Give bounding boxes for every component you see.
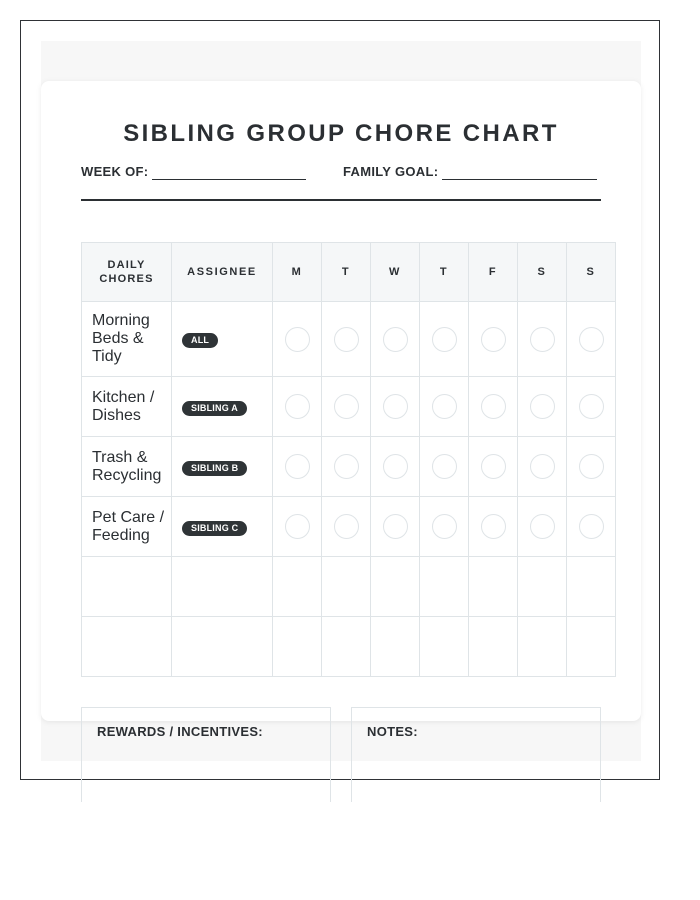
table-header-row — [82, 243, 616, 302]
checkbox-circle[interactable] — [285, 394, 310, 419]
blank-row — [82, 557, 616, 617]
family-goal-label: FAMILY GOAL: — [343, 164, 439, 179]
week-of-label: WEEK OF: — [81, 164, 149, 179]
checkbox-circle[interactable] — [334, 514, 359, 539]
day-header-tue: T — [322, 243, 371, 302]
rewards-label: REWARDS / INCENTIVES: — [97, 724, 263, 739]
checkbox-circle[interactable] — [530, 394, 555, 419]
assignee-header: ASSIGNEE — [172, 243, 273, 302]
assignee-badge: ALL — [182, 333, 218, 348]
day-header-fri: F — [469, 243, 518, 302]
assignee-badge: SIBLING C — [182, 521, 247, 536]
table-row — [82, 302, 616, 377]
page-title: SIBLING GROUP CHORE CHART — [123, 120, 559, 147]
chore-name: Morning Beds & Tidy — [82, 302, 172, 377]
chore-table — [81, 242, 616, 677]
checkbox-circle[interactable] — [579, 327, 604, 352]
checkbox-circle[interactable] — [481, 514, 506, 539]
checkbox-circle[interactable] — [383, 454, 408, 479]
checkbox-circle[interactable] — [383, 394, 408, 419]
chore-name: Trash & Recycling — [82, 437, 172, 497]
chore-name: Kitchen / Dishes — [82, 377, 172, 437]
table-row — [82, 377, 616, 437]
table-row — [82, 497, 616, 557]
checkbox-circle[interactable] — [285, 514, 310, 539]
family-goal-line — [442, 165, 597, 180]
checkbox-circle[interactable] — [285, 454, 310, 479]
checkbox-circle[interactable] — [432, 454, 457, 479]
blank-row — [82, 617, 616, 677]
checkbox-circle[interactable] — [334, 454, 359, 479]
day-header-thu: T — [420, 243, 469, 302]
assignee-badge: SIBLING A — [182, 401, 247, 416]
checkbox-circle[interactable] — [383, 514, 408, 539]
checkbox-circle[interactable] — [432, 394, 457, 419]
checkbox-circle[interactable] — [530, 454, 555, 479]
day-header-wed: W — [371, 243, 420, 302]
checkbox-circle[interactable] — [432, 514, 457, 539]
notes-box[interactable] — [351, 707, 601, 802]
checkbox-circle[interactable] — [285, 327, 310, 352]
checkbox-circle[interactable] — [481, 454, 506, 479]
assignee-badge: SIBLING B — [182, 461, 247, 476]
day-header-sat: S — [518, 243, 567, 302]
checkbox-circle[interactable] — [530, 514, 555, 539]
header-divider — [81, 199, 601, 201]
checkbox-circle[interactable] — [530, 327, 555, 352]
checkbox-circle[interactable] — [432, 327, 457, 352]
checkbox-circle[interactable] — [334, 327, 359, 352]
checkbox-circle[interactable] — [383, 327, 408, 352]
table-row — [82, 437, 616, 497]
checkbox-circle[interactable] — [334, 394, 359, 419]
rewards-box[interactable] — [81, 707, 331, 802]
notes-label: NOTES: — [367, 724, 418, 739]
checkbox-circle[interactable] — [579, 454, 604, 479]
chore-name: Pet Care / Feeding — [82, 497, 172, 557]
checkbox-circle[interactable] — [481, 394, 506, 419]
checkbox-circle[interactable] — [579, 394, 604, 419]
checkbox-circle[interactable] — [481, 327, 506, 352]
day-header-sun: S — [567, 243, 616, 302]
day-header-mon: M — [273, 243, 322, 302]
week-of-field — [81, 164, 306, 180]
family-goal-field — [343, 164, 597, 180]
checkbox-circle[interactable] — [579, 514, 604, 539]
daily-chores-header: DAILY CHORES — [82, 243, 172, 302]
week-of-line — [152, 165, 306, 180]
